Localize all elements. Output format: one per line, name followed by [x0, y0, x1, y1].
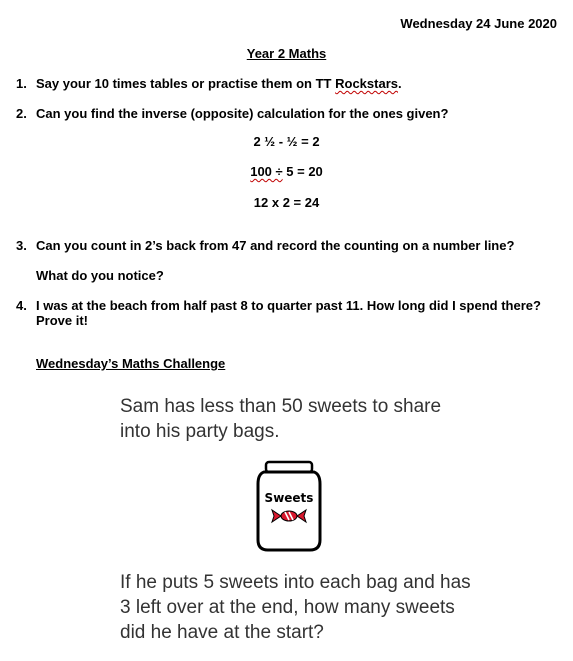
- calculation-2: 100 ÷ 5 = 20: [250, 164, 323, 179]
- question-number: 1.: [16, 76, 27, 91]
- jar-label: Sweets: [264, 491, 314, 505]
- question-text: Can you count in 2’s back from 47 and record the counting on a number line?: [36, 238, 515, 253]
- question-4-line2: Prove it!: [36, 313, 89, 328]
- calculation-3: 12 x 2 = 24: [253, 195, 320, 210]
- page-date: Wednesday 24 June 2020: [400, 16, 557, 31]
- question-1: 1. Say your 10 times tables or practise them on TT Rockstars.: [16, 76, 402, 91]
- question-2: [16, 106, 448, 121]
- page-title: Year 2 Maths: [246, 46, 327, 61]
- sweet-jar-icon: [254, 460, 324, 552]
- question-number: 2.: [16, 106, 27, 121]
- question-3: [16, 238, 514, 253]
- question-text: I was at the beach from half past 8 to quarter past 11. How long did I spend there?: [36, 298, 541, 313]
- challenge-line-4: 3 left over at the end, how many sweets: [120, 597, 455, 618]
- question-number: 4.: [16, 298, 27, 313]
- question-4: [16, 298, 541, 313]
- question-3-followup: What do you notice?: [36, 268, 164, 283]
- calculation-1: 2 ½ - ½ = 2: [253, 134, 320, 149]
- question-text: Can you find the inverse (opposite) calculation for the ones given?: [36, 106, 449, 121]
- challenge-heading: Wednesday’s Maths Challenge: [36, 356, 226, 371]
- challenge-line-3: If he puts 5 sweets into each bag and has: [120, 572, 471, 593]
- challenge-line-1: Sam has less than 50 sweets to share: [120, 396, 442, 417]
- flagged-text: 100 ÷: [250, 164, 283, 179]
- question-number: 3.: [16, 238, 27, 253]
- flagged-word: Rockstars: [335, 76, 398, 91]
- question-text: Say your 10 times tables or practise them on TT: [36, 76, 336, 91]
- challenge-line-2: into his party bags.: [120, 421, 280, 442]
- challenge-line-5: did he have at the start?: [120, 622, 324, 643]
